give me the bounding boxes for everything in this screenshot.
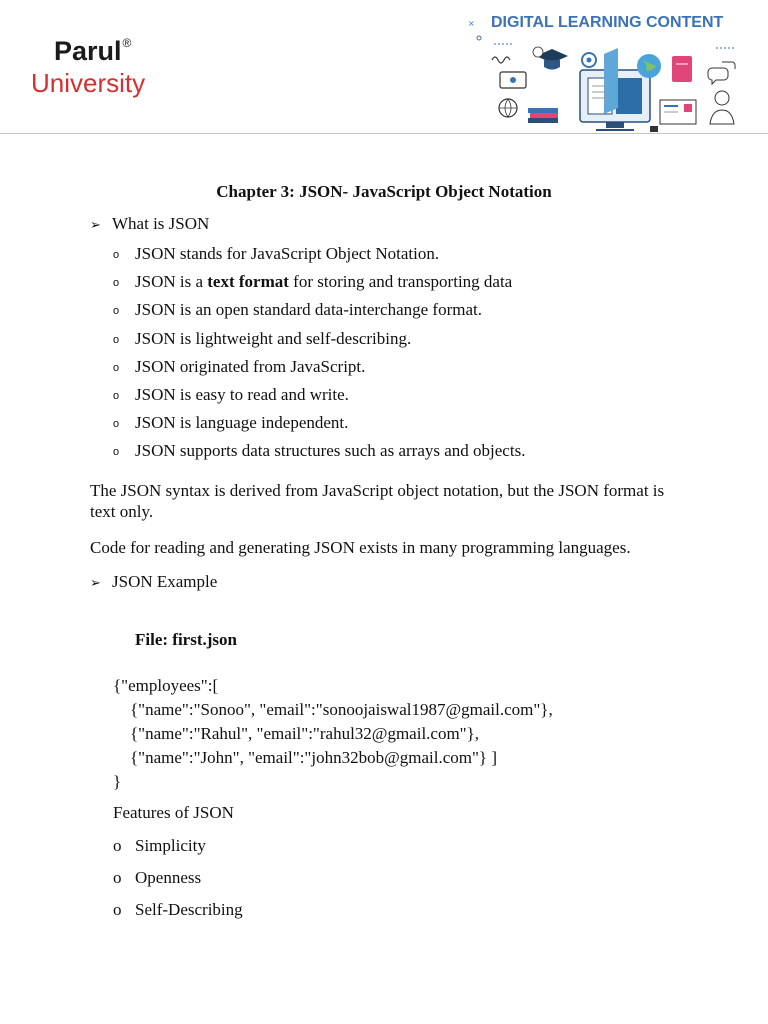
list-item: o JSON is language independent. [113,411,525,439]
list-item: o JSON supports data structures such as arrays and objects. [113,439,525,467]
bullet-marker: o [113,277,120,290]
arrow-bullet-icon: ➢ [90,217,101,232]
json-code-block [113,674,553,794]
bullet-marker: o [113,446,120,459]
code-line: } [113,772,122,791]
bullet-marker: o [113,868,122,887]
arrow-bullet-icon: ➢ [90,575,101,590]
section-json-example [90,572,217,592]
svg-text:×: × [468,19,475,28]
page-header [0,0,768,134]
bullet-marker: o [113,900,122,919]
code-line: {"employees":[ [113,676,219,695]
bullet-marker: o [113,305,120,318]
banner-title: DIGITAL LEARNING CONTENT [491,14,724,31]
bullet-marker: o [113,333,120,346]
list-item: o Self-Describing [113,898,243,930]
bullet-marker: o [113,249,120,262]
chapter-title: Chapter 3: JSON- JavaScript Object Notation [216,182,552,201]
features-title: Features of JSON [113,803,234,822]
features-list [113,834,243,930]
bullet-marker: o [113,361,120,374]
json-facts-list [113,242,525,468]
list-item: o JSON is easy to read and write. [113,383,525,411]
bold-text-format: text format [207,272,289,292]
list-item: o Openness [113,866,243,898]
logo-brand: Parul® [54,36,132,66]
code-line: {"name":"Sonoo", "email":"sonoojaiswal1987@gmail.com"}, [113,700,553,719]
list-item: o Simplicity [113,834,243,866]
section-what-is-json [90,214,209,234]
bullet-marker: o [113,418,120,431]
list-item: o JSON is a text format for storing and transporting data [113,270,525,298]
code-line: {"name":"John", "email":"john32bob@gmail.com"} ] [113,748,497,767]
logo-subtitle: University [31,68,146,98]
registered-mark: ® [122,36,132,50]
paragraph-code: Code for reading and generating JSON exists in many programming languages. [90,538,631,557]
bullet-marker: o [113,836,122,855]
header-divider [0,133,768,134]
section-heading: What is JSON [112,214,210,233]
list-item: o JSON originated from JavaScript. [113,355,525,383]
code-line: {"name":"Rahul", "email":"rahul32@gmail.com"}, [113,724,480,743]
list-item: o JSON is an open standard data-interchange format. [113,298,525,326]
list-item: o JSON is lightweight and self-describing. [113,327,525,355]
section-heading: JSON Example [112,572,218,591]
bullet-marker: o [113,390,120,403]
paragraph-syntax: The JSON syntax is derived from JavaScript object notation, but the JSON format is text only. [90,481,665,521]
list-item: o JSON stands for JavaScript Object Notation. [113,242,525,270]
file-label: File: first.json [135,630,237,649]
